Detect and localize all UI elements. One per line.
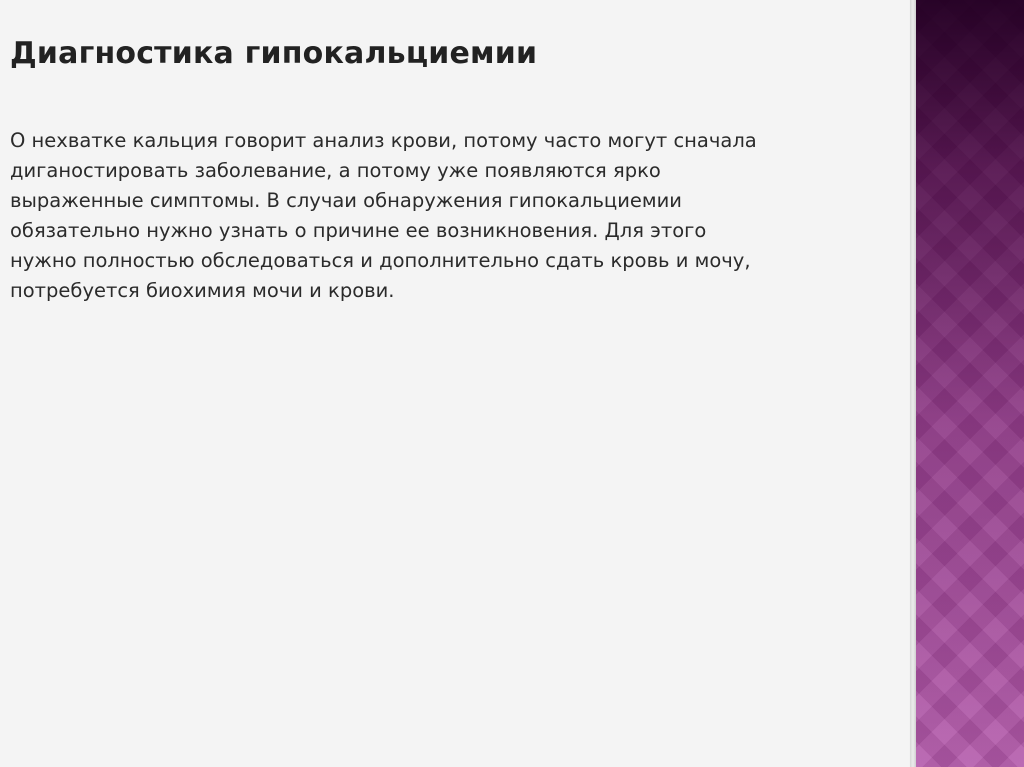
body-text-line: потребуется биохимия мочи и крови. bbox=[10, 279, 395, 302]
decorative-side-panel bbox=[916, 0, 1024, 767]
body-text-line: обязательно нужно узнать о причине ее возникновения. Для этого bbox=[10, 219, 707, 242]
body-text-line: О нехватке кальция говорит анализ крови, потому часто могут сначала bbox=[10, 129, 757, 152]
body-text-line: диганостировать заболевание, а потому уже появляются ярко bbox=[10, 159, 661, 182]
slide-title: Диагностика гипокальциемии bbox=[10, 36, 538, 71]
body-text-line: нужно полностью обследоваться и дополнительно сдать кровь и мочу, bbox=[10, 249, 751, 272]
body-text-line: выраженные симптомы. В случаи обнаружения гипокальциемии bbox=[10, 189, 682, 212]
slide-body-text bbox=[10, 126, 890, 306]
